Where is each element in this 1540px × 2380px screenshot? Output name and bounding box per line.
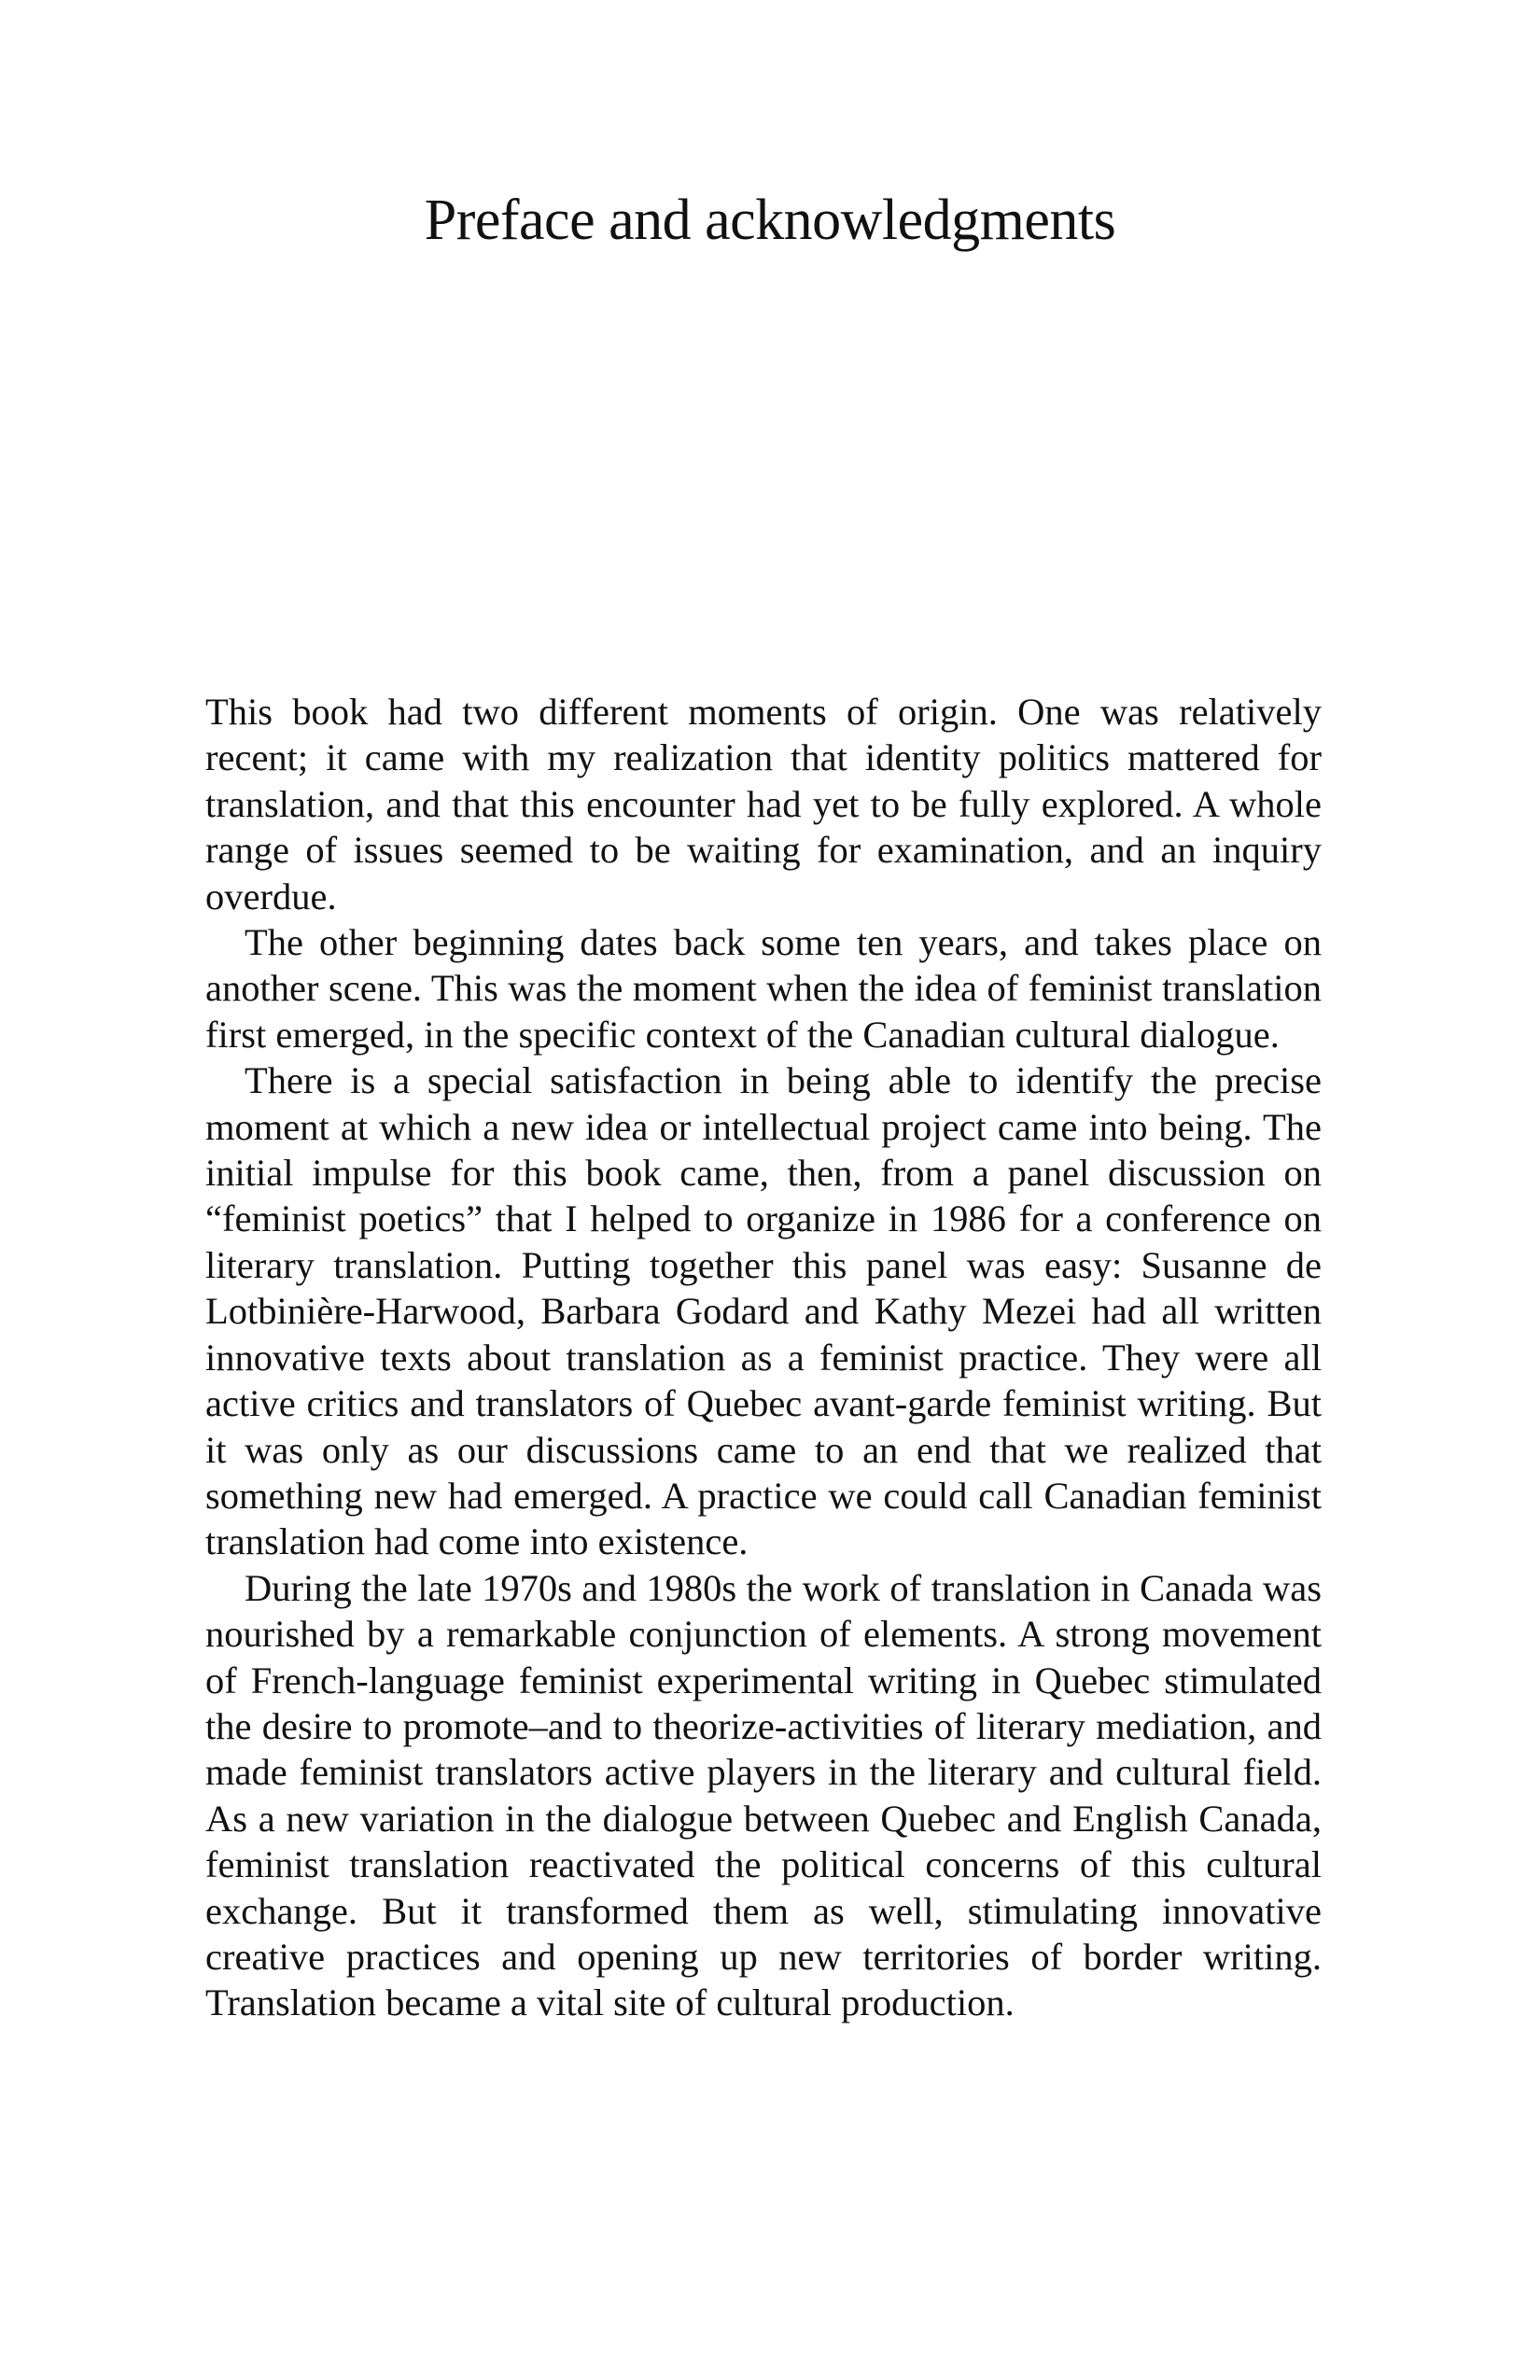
paragraph-3: There is a special satisfaction in being able to identify the precise moment at which a new idea or intellectual project came into being. The initial impulse for this book came, then, from a panel discussion on “feminist poetics” that I helped to organize in 1986 for a conference on literary translation. Putting together this panel was easy: Susanne de Lotbinière-Harwood, Barbara Godard and Kathy Mezei had all written innovative texts about translation as a feminist practice. They were all active critics and translators of Quebec avant-garde feminist writing. But it was only as our discussions came to an end that we realized that something new had emerged. A practice we could call Canadian feminist translation had come into existence. bbox=[205, 1059, 1322, 1563]
paragraph-4: During the late 1970s and 1980s the work of translation in Canada was nourished by a remarkable conjunction of elements. A strong movement of French-language feminist experimental writing in Quebec stimulated the desire to promote–and to theorize-activities of literary mediation, and made feminist translators active players in the literary and cultural field. As a new variation in the dialogue between Quebec and English Canada, feminist translation reactivated the political concerns of this cultural exchange. But it transformed them as well, stimulating innovative creative practices and opening up new territories of border writing. Translation became a vital site of cultural production. bbox=[205, 1566, 1322, 2024]
paragraph-2: The other beginning dates back some ten years, and takes place on another scene. This was the moment when the idea of feminist translation first emerged, in the specific context of the Canadian cultural dialogue. bbox=[205, 921, 1322, 1056]
paragraph-1: This book had two different moments of origin. One was relatively recent; it came with my realization that identity politics mattered for translation, and that this encounter had yet to be fully explored. A whole range of issues seemed to be waiting for examination, and an inquiry overdue. bbox=[205, 691, 1322, 917]
body-text bbox=[205, 689, 1322, 2026]
page-title: Preface and acknowledgments bbox=[424, 189, 1116, 252]
